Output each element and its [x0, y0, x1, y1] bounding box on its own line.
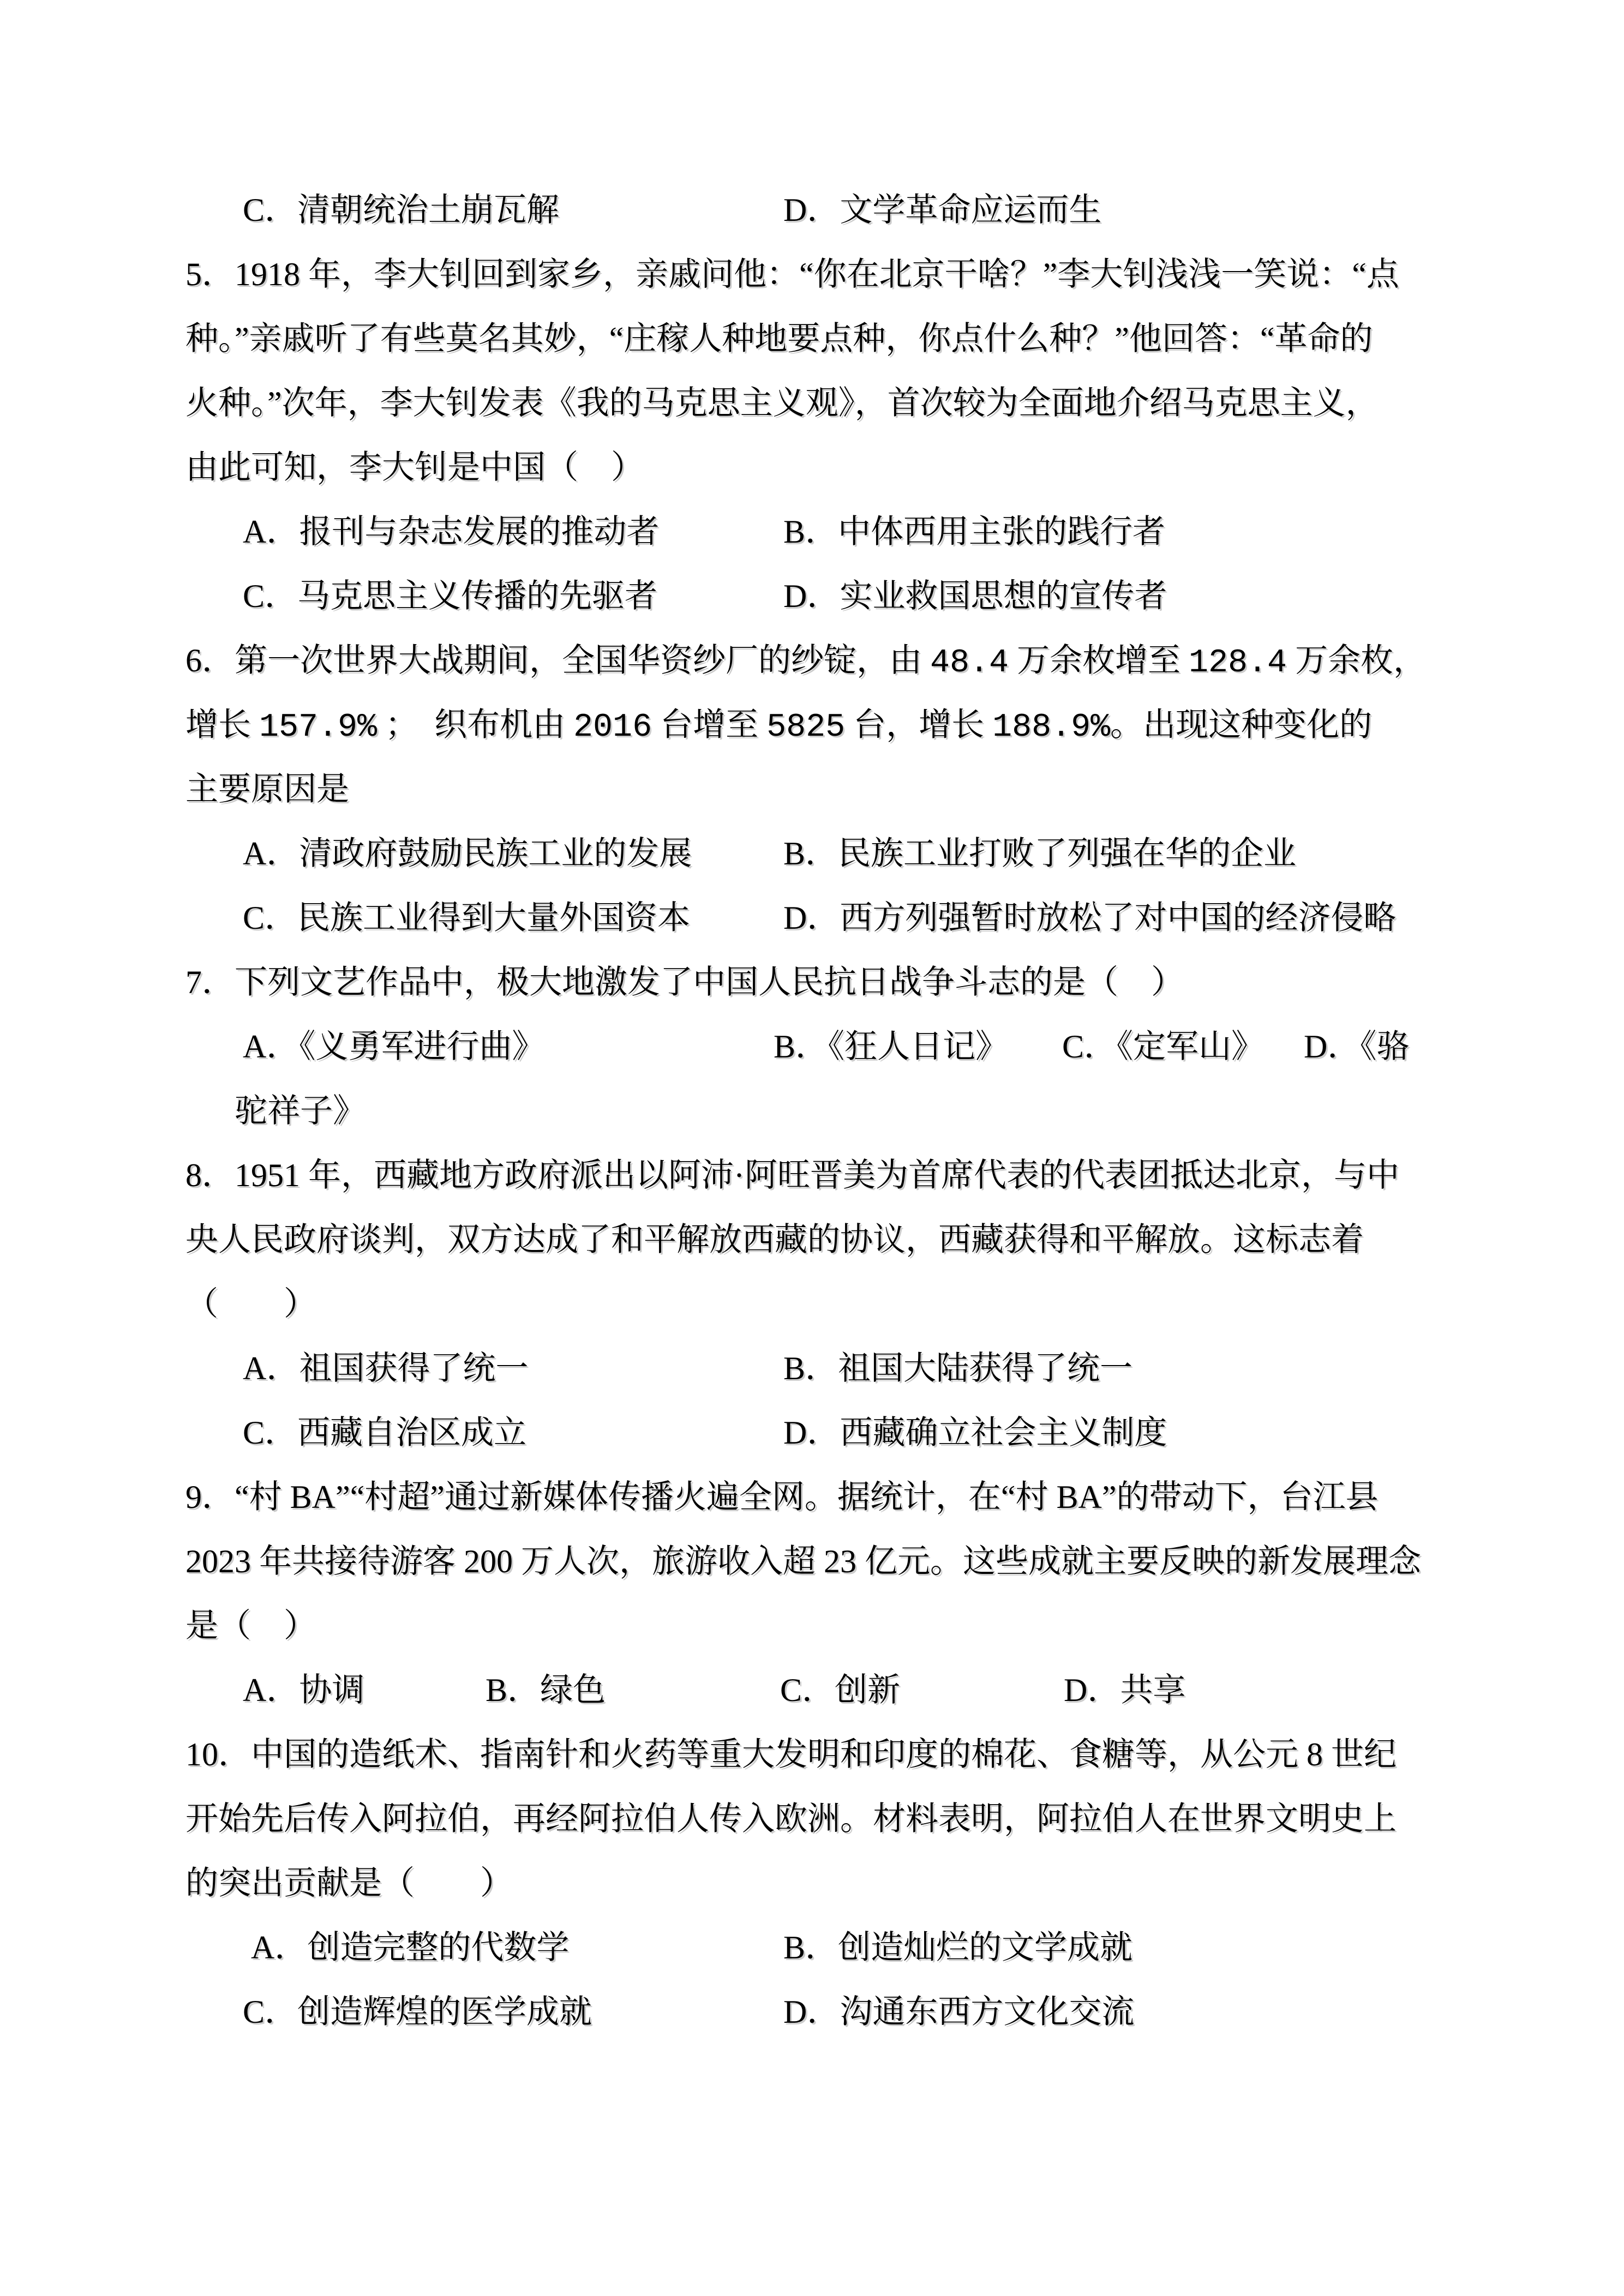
text-run: B．绿色	[486, 1672, 606, 1708]
text-run: B．创造灿烂的文学成就	[783, 1930, 1133, 1966]
text-segment	[185, 1272, 316, 1336]
text-segment	[185, 242, 1399, 306]
text-segment	[783, 500, 1165, 564]
text-line	[0, 628, 1624, 693]
text-segment	[783, 821, 1296, 886]
text-run: 台增至	[652, 707, 767, 743]
statistic-number: 188.9%	[992, 709, 1111, 746]
text-segment	[185, 693, 1372, 760]
text-line	[0, 1851, 1624, 1915]
text-line	[0, 1529, 1624, 1594]
text-run: A．祖国获得了统一	[243, 1350, 529, 1386]
text-run: 由此可知，李大钊是中国（ ）	[185, 449, 644, 485]
text-segment	[243, 178, 559, 242]
text-segment	[185, 1722, 1397, 1787]
text-line	[0, 1980, 1624, 2044]
text-run: D．实业救国思想的宣传者	[783, 578, 1167, 614]
text-segment	[185, 1143, 1399, 1207]
text-run: B．中体西用主张的践行者	[783, 514, 1166, 550]
text-line	[0, 1658, 1624, 1722]
text-segment	[243, 564, 657, 628]
text-line	[0, 886, 1624, 950]
text-run: ； 织布机由	[377, 707, 574, 743]
text-segment	[783, 886, 1396, 950]
text-segment	[243, 1401, 526, 1465]
text-run: 主要原因是	[185, 771, 349, 807]
text-run: 的突出贡献是（ ）	[185, 1865, 513, 1901]
text-run: 。出现这种变化的	[1110, 707, 1373, 743]
text-run: D．共享	[1064, 1672, 1186, 1708]
text-run: A．创造完整的代数学	[251, 1930, 570, 1966]
statistic-number: 157.9%	[259, 709, 377, 746]
text-segment	[251, 1915, 569, 1980]
text-segment	[243, 886, 690, 950]
text-run: 驼祥子》	[235, 1093, 365, 1129]
text-run: 万余枚，	[1287, 642, 1427, 678]
text-line	[0, 178, 1624, 242]
text-segment	[185, 950, 1184, 1014]
text-run: 央人民政府谈判，双方达成了和平解放西藏的协议，西藏获得和平解放。这标志着	[185, 1222, 1364, 1258]
text-run: 10．中国的造纸术、指南针和火药等重大发明和印度的棉花、食糖等，从公元 8 世纪	[185, 1736, 1397, 1772]
text-run: 9．“村 BA”“村超”通过新媒体传播火遍全网。据统计，在“村 BA”的带动下，台江县	[185, 1479, 1379, 1515]
text-line	[0, 1401, 1624, 1465]
text-segment	[783, 564, 1167, 628]
text-segment	[185, 757, 349, 821]
text-segment	[243, 821, 692, 886]
text-segment	[185, 1594, 316, 1658]
text-run: 7．下列文艺作品中，极大地激发了中国人民抗日战争斗志的是（ ）	[185, 964, 1184, 1000]
text-line	[0, 564, 1624, 628]
text-line	[0, 1465, 1624, 1529]
statistic-number: 2016	[573, 709, 652, 746]
statistic-number: 5825	[766, 709, 846, 746]
text-segment	[780, 1658, 900, 1722]
text-run: 8．1951 年，西藏地方政府派出以阿沛·阿旺晋美为首席代表的代表团抵达北京，与中	[185, 1157, 1399, 1193]
text-line	[0, 693, 1624, 757]
text-segment	[185, 1465, 1378, 1529]
text-line	[0, 950, 1624, 1014]
text-segment	[783, 178, 1101, 242]
text-segment	[185, 435, 644, 500]
text-run: C．清朝统治土崩瓦解	[243, 192, 560, 228]
text-line	[0, 757, 1624, 821]
text-line	[0, 1207, 1624, 1272]
text-run: B．祖国大陆获得了统一	[783, 1350, 1133, 1386]
text-segment	[185, 1207, 1364, 1272]
text-run: C．创新	[780, 1672, 901, 1708]
text-run: 2023 年共接待游客 200 万人次，旅游收入超 23 亿元。这些成就主要反映的新发展理念	[185, 1543, 1421, 1579]
text-run: A．报刊与杂志发展的推动者	[243, 514, 660, 550]
text-run: B．民族工业打败了列强在华的企业	[783, 836, 1297, 871]
text-run: 是（ ）	[185, 1608, 316, 1644]
text-line	[0, 1272, 1624, 1336]
text-segment	[774, 1014, 1008, 1079]
text-segment	[185, 628, 1426, 695]
text-line	[0, 1915, 1624, 1980]
text-segment	[486, 1658, 606, 1722]
statistic-number: 128.4	[1189, 645, 1287, 682]
text-line	[0, 1014, 1624, 1079]
text-run: A．《义勇军进行曲》	[243, 1029, 545, 1065]
text-segment	[235, 1079, 365, 1143]
text-run: 台，增长	[845, 707, 993, 743]
text-run: 增长	[185, 707, 259, 743]
text-run: C．《定军山》	[1062, 1029, 1265, 1065]
text-line	[0, 435, 1624, 500]
text-run: 开始先后传入阿拉伯，再经阿拉伯人传入欧洲。材料表明，阿拉伯人在世界文明史上	[185, 1801, 1397, 1837]
text-run: D．文学革命应运而生	[783, 192, 1102, 228]
text-line	[0, 1787, 1624, 1851]
text-run: C．马克思主义传播的先驱者	[243, 578, 658, 614]
text-segment	[1304, 1014, 1409, 1079]
text-line	[0, 1336, 1624, 1401]
text-segment	[243, 1014, 544, 1079]
text-segment	[185, 371, 1379, 435]
text-line	[0, 306, 1624, 371]
text-segment	[783, 1401, 1167, 1465]
text-run: D．《骆	[1304, 1029, 1410, 1065]
text-line	[0, 1722, 1624, 1787]
text-run: （ ）	[185, 1286, 316, 1322]
text-segment	[1064, 1658, 1185, 1722]
text-segment	[243, 1658, 364, 1722]
text-run: 6．第一次世界大战期间，全国华资纱厂的纱锭，由	[185, 642, 930, 678]
text-segment	[783, 1336, 1132, 1401]
text-segment	[243, 1336, 528, 1401]
text-run: D．西方列强暂时放松了对中国的经济侵略	[783, 900, 1397, 936]
text-segment	[185, 1529, 1421, 1594]
text-segment	[243, 500, 659, 564]
statistic-number: 48.4	[930, 645, 1009, 682]
text-segment	[185, 1851, 513, 1915]
text-segment	[783, 1980, 1134, 2044]
text-line	[0, 371, 1624, 435]
text-run: A．清政府鼓励民族工业的发展	[243, 836, 692, 871]
text-run: 火种。”次年，李大钊发表《我的马克思主义观》，首次较为全面地介绍马克思主义，	[185, 385, 1379, 421]
text-line	[0, 1143, 1624, 1207]
text-line	[0, 821, 1624, 886]
text-line	[0, 1079, 1624, 1143]
text-line	[0, 242, 1624, 306]
text-run: 万余枚增至	[1009, 642, 1189, 678]
text-run: B．《狂人日记》	[774, 1029, 1009, 1065]
text-run: A．协调	[243, 1672, 365, 1708]
text-segment	[185, 306, 1373, 371]
text-segment	[243, 1980, 592, 2044]
text-line	[0, 500, 1624, 564]
text-segment	[783, 1915, 1132, 1980]
text-run: 5．1918 年，李大钊回到家乡，亲戚问他：“你在北京干啥？”李大钊浅浅一笑说：“点	[185, 256, 1399, 292]
text-segment	[1062, 1014, 1264, 1079]
text-segment	[185, 1787, 1397, 1851]
text-run: D．沟通东西方文化交流	[783, 1994, 1135, 2030]
text-line	[0, 1594, 1624, 1658]
text-run: 种。”亲戚听了有些莫名其妙，“庄稼人种地要点种，你点什么种？”他回答：“革命的	[185, 321, 1373, 357]
text-run: C．西藏自治区成立	[243, 1415, 527, 1451]
text-run: D．西藏确立社会主义制度	[783, 1415, 1167, 1451]
text-run: C．民族工业得到大量外国资本	[243, 900, 691, 936]
text-run: C．创造辉煌的医学成就	[243, 1994, 592, 2030]
